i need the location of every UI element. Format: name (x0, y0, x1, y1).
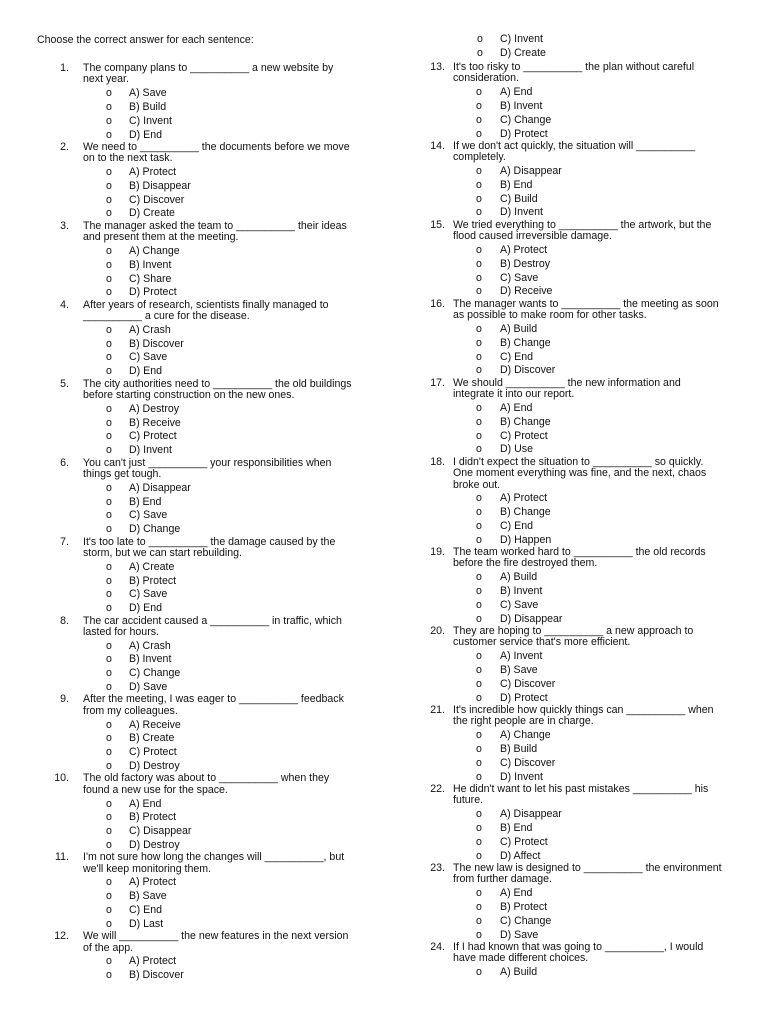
option-label: C) Save (500, 598, 539, 611)
option-label: C) Protect (500, 429, 548, 442)
question-number: 2. (60, 140, 69, 153)
option-label: D) Create (500, 47, 546, 59)
option-label: C) Protect (129, 746, 177, 759)
question-number: 13. (430, 61, 445, 73)
option-bullet: o (476, 664, 482, 677)
option-bullet: o (106, 955, 112, 968)
option-label: B) Build (500, 743, 538, 756)
option-bullet: o (476, 244, 482, 257)
option-bullet: o (106, 639, 112, 652)
option-bullet: o (106, 495, 112, 508)
option-label: B) Save (500, 664, 538, 677)
option-bullet: o (106, 100, 112, 113)
option-label: A) Disappear (129, 481, 191, 494)
option-bullet: o (476, 402, 482, 415)
page-title: Choose the correct answer for each sentence: (37, 34, 254, 46)
option-label: A) Build (500, 571, 538, 584)
option-label: A) Protect (500, 244, 548, 257)
question-number: 22. (430, 783, 445, 796)
option-bullet: o (106, 588, 112, 601)
option-bullet: o (476, 729, 482, 742)
option-bullet: o (106, 272, 112, 285)
option-bullet: o (476, 127, 482, 140)
question-text-line: It's incredible how quickly things can __________ when (453, 704, 714, 717)
option-bullet: o (476, 849, 482, 862)
option-bullet: o (106, 416, 112, 429)
option-label: B) End (500, 822, 533, 835)
option-bullet: o (106, 718, 112, 731)
option-label: D) Receive (500, 285, 553, 298)
option-label: A) Disappear (500, 165, 562, 178)
option-bullet: o (106, 87, 112, 100)
option-label: B) End (500, 178, 533, 191)
option-label: B) Discover (129, 337, 184, 350)
option-bullet: o (106, 681, 112, 694)
question-text-line: We will __________ the new features in the next version (83, 930, 349, 943)
question-text-line: The new law is designed to __________ the environment (453, 862, 722, 875)
option-label: A) Change (500, 729, 551, 742)
option-label: B) Protect (500, 901, 548, 913)
option-label: B) Discover (129, 969, 184, 982)
option-bullet: o (476, 323, 482, 336)
option-label: C) Discover (129, 193, 185, 206)
option-bullet: o (476, 887, 482, 900)
question-text-line: The old factory was about to __________ when they (83, 772, 330, 785)
option-label: B) Save (129, 890, 167, 903)
option-bullet: o (106, 337, 112, 350)
option-label: A) Protect (129, 955, 177, 968)
option-label: B) Invent (129, 258, 172, 271)
option-bullet: o (476, 165, 482, 178)
question-number: 4. (60, 298, 69, 311)
option-bullet: o (476, 206, 482, 219)
question-text-line: the right people are in charge. (453, 715, 594, 728)
option-bullet: o (476, 756, 482, 769)
question-number: 10. (54, 772, 69, 785)
option-label: B) Protect (129, 811, 177, 824)
question-number: 5. (60, 377, 69, 390)
option-label: D) End (129, 602, 162, 615)
option-label: D) End (129, 365, 162, 378)
option-bullet: o (106, 560, 112, 573)
question-text-line: next year. (83, 73, 129, 86)
option-label: B) Destroy (500, 257, 551, 270)
option-bullet: o (106, 667, 112, 680)
option-label: D) Protect (129, 286, 177, 299)
option-label: B) Invent (500, 99, 543, 112)
question-text-line: I'm not sure how long the changes will __________, but (83, 851, 345, 864)
option-label: A) Build (500, 323, 538, 336)
question-text-line: They are hoping to __________ a new approach to (453, 625, 694, 638)
option-bullet: o (106, 917, 112, 930)
option-bullet: o (106, 258, 112, 271)
option-bullet: o (477, 33, 483, 45)
option-bullet: o (106, 286, 112, 299)
option-label: A) End (500, 887, 533, 900)
option-bullet: o (476, 113, 482, 126)
option-bullet: o (106, 114, 112, 127)
option-label: C) Change (129, 667, 181, 680)
option-label: B) Receive (129, 416, 181, 429)
option-label: A) Protect (129, 876, 177, 889)
option-bullet: o (476, 598, 482, 611)
option-label: C) End (129, 904, 162, 917)
question-text-line: flood caused irreversible damage. (453, 230, 612, 243)
question-text-line: One moment everything was fine, and the next, chaos (453, 467, 707, 480)
question-text-line: The manager asked the team to __________ their ideas (83, 219, 347, 232)
question-text-line: have made different choices. (453, 952, 589, 965)
option-bullet: o (476, 178, 482, 191)
question-text-line: we'll keep monitoring them. (83, 862, 212, 875)
option-bullet: o (106, 193, 112, 206)
option-label: B) Change (500, 336, 551, 349)
option-label: D) Invent (500, 206, 543, 219)
question-text-line: before starting construction on the new ones. (83, 389, 295, 402)
question-number: 6. (60, 456, 69, 469)
option-bullet: o (106, 732, 112, 745)
option-label: D) Destroy (129, 759, 180, 772)
question-text-line: before the fire destroyed them. (453, 557, 598, 570)
option-label: A) Invent (500, 650, 543, 663)
option-bullet: o (476, 808, 482, 821)
question-text-line: After the meeting, I was eager to __________ feedback (83, 693, 344, 706)
option-bullet: o (476, 585, 482, 598)
question-text-line: on to the next task. (83, 152, 173, 165)
option-label: C) Invent (500, 33, 543, 45)
question-number: 12. (54, 930, 69, 943)
question-text-line: future. (453, 794, 484, 807)
option-label: C) Protect (500, 835, 548, 848)
option-label: D) End (129, 128, 162, 141)
question-number: 17. (430, 376, 445, 389)
option-label: A) Save (129, 87, 167, 100)
question-text-line: things get tough. (83, 467, 162, 480)
question-text-line: He didn't want to let his past mistakes __________ his (453, 783, 709, 796)
option-bullet: o (106, 509, 112, 522)
question-text-line: from my colleagues. (83, 704, 178, 717)
option-label: A) End (500, 86, 533, 99)
question-number: 11. (55, 851, 69, 864)
option-label: A) Change (129, 244, 180, 257)
option-label: D) Happen (500, 533, 552, 546)
option-bullet: o (476, 192, 482, 205)
option-label: D) Invent (500, 770, 543, 783)
option-bullet: o (476, 822, 482, 835)
option-bullet: o (106, 244, 112, 257)
option-label: B) Change (500, 415, 551, 428)
option-bullet: o (106, 876, 112, 889)
option-label: A) End (129, 797, 162, 810)
option-label: D) Save (129, 681, 168, 694)
option-label: A) Destroy (129, 402, 180, 415)
question-text-line: __________ a cure for the disease. (83, 310, 250, 323)
option-label: D) Save (500, 928, 539, 941)
option-label: A) Protect (500, 492, 548, 505)
question-text-line: of the app. (83, 941, 134, 954)
option-bullet: o (106, 523, 112, 536)
question-number: 15. (430, 218, 445, 231)
question-text-line: You can't just __________ your responsibilities when (83, 456, 332, 469)
question-number: 23. (430, 862, 445, 875)
option-bullet: o (476, 677, 482, 690)
option-label: C) Save (500, 271, 539, 284)
question-text-line: completely. (453, 151, 506, 164)
option-label: C) Save (129, 588, 168, 601)
option-bullet: o (106, 481, 112, 494)
option-bullet: o (477, 47, 483, 59)
question-text-line: It's too late to __________ the damage caused by the (83, 535, 336, 548)
option-bullet: o (106, 430, 112, 443)
option-label: A) Receive (129, 718, 181, 731)
question-number: 1. (60, 62, 69, 74)
option-bullet: o (476, 99, 482, 112)
option-label: B) Create (129, 732, 175, 745)
option-label: A) Disappear (500, 808, 562, 821)
option-bullet: o (476, 571, 482, 584)
option-bullet: o (476, 533, 482, 546)
question-text-line: integrate it into our report. (453, 388, 575, 401)
option-bullet: o (476, 519, 482, 532)
option-label: D) Disappear (500, 612, 563, 625)
option-label: D) Last (129, 917, 164, 930)
option-bullet: o (106, 904, 112, 917)
question-number: 8. (60, 614, 69, 627)
question-text-line: I didn't expect the situation to __________ so quickly. (453, 455, 704, 468)
question-text-line: The company plans to __________ a new website by (83, 62, 334, 74)
option-bullet: o (106, 207, 112, 220)
question-text-line: We need to __________ the documents before we move (83, 140, 350, 153)
question-number: 7. (60, 535, 69, 548)
option-bullet: o (106, 323, 112, 336)
question-text-line: lasted for hours. (83, 625, 159, 638)
option-label: A) Crash (129, 639, 171, 652)
option-label: A) Crash (129, 323, 171, 336)
option-bullet: o (476, 835, 482, 848)
option-bullet: o (476, 257, 482, 270)
option-label: C) End (500, 519, 533, 532)
question-text-line: The car accident caused a __________ in traffic, which (83, 614, 342, 627)
option-bullet: o (106, 838, 112, 851)
question-number: 18. (430, 455, 445, 468)
option-label: C) Protect (129, 430, 177, 443)
question-text-line: as possible to make room for other tasks. (453, 309, 647, 322)
option-bullet: o (476, 743, 482, 756)
option-bullet: o (106, 969, 112, 982)
option-label: B) End (129, 495, 162, 508)
option-bullet: o (106, 444, 112, 457)
option-bullet: o (106, 653, 112, 666)
option-label: C) Build (500, 192, 538, 205)
option-bullet: o (106, 574, 112, 587)
option-bullet: o (476, 770, 482, 783)
question-text-line: consideration. (453, 72, 519, 85)
question-text-line: from further damage. (453, 873, 552, 886)
question-text-line: We should __________ the new information and (453, 376, 681, 389)
question-text-line: and present them at the meeting. (83, 231, 239, 244)
question-number: 24. (430, 941, 445, 954)
option-bullet: o (106, 811, 112, 824)
question-number: 14. (430, 139, 445, 152)
option-bullet: o (476, 966, 482, 979)
option-label: B) Change (500, 506, 551, 519)
question-text-line: The team worked hard to __________ the old records (453, 546, 706, 559)
option-bullet: o (476, 285, 482, 298)
option-bullet: o (106, 402, 112, 415)
option-label: D) Destroy (129, 838, 180, 851)
option-label: D) Use (500, 443, 533, 456)
option-label: C) Save (129, 351, 168, 364)
option-bullet: o (106, 825, 112, 838)
option-label: C) Discover (500, 756, 556, 769)
option-bullet: o (476, 914, 482, 927)
question-text-line: broke out. (453, 478, 501, 491)
question-number: 3. (60, 219, 69, 232)
option-label: A) Create (129, 560, 175, 573)
option-bullet: o (476, 271, 482, 284)
option-label: D) Discover (500, 364, 556, 377)
option-label: B) Protect (129, 574, 177, 587)
option-bullet: o (106, 351, 112, 364)
option-bullet: o (476, 443, 482, 456)
option-label: B) Disappear (129, 179, 191, 192)
question-text-line: The city authorities need to __________ the old buildings (83, 377, 352, 390)
option-bullet: o (106, 890, 112, 903)
option-bullet: o (476, 86, 482, 99)
option-bullet: o (106, 759, 112, 772)
option-bullet: o (476, 350, 482, 363)
question-text-line: customer service that's more efficient. (453, 636, 631, 649)
option-label: A) Protect (129, 166, 177, 179)
option-bullet: o (476, 364, 482, 377)
option-label: D) Protect (500, 127, 548, 140)
option-bullet: o (106, 166, 112, 179)
option-label: D) Affect (500, 849, 541, 862)
question-text-line: The manager wants to __________ the meeting as soon (453, 297, 719, 310)
option-bullet: o (476, 928, 482, 941)
question-number: 9. (60, 693, 69, 706)
option-bullet: o (106, 797, 112, 810)
option-bullet: o (476, 612, 482, 625)
option-bullet: o (106, 746, 112, 759)
option-label: C) Change (500, 914, 552, 927)
option-label: D) Invent (129, 444, 172, 457)
option-label: C) Save (129, 509, 168, 522)
option-label: D) Create (129, 207, 175, 220)
option-bullet: o (476, 415, 482, 428)
question-number: 16. (430, 297, 445, 310)
option-label: B) Build (129, 100, 167, 113)
option-label: C) Disappear (129, 825, 192, 838)
question-text-line: After years of research, scientists finally managed to (83, 298, 329, 311)
option-label: C) End (500, 350, 533, 363)
question-text-line: If we don't act quickly, the situation will __________ (453, 139, 696, 152)
option-label: C) Change (500, 113, 552, 126)
option-bullet: o (476, 650, 482, 663)
option-label: D) Change (129, 523, 181, 536)
option-label: D) Protect (500, 691, 548, 704)
question-number: 19. (430, 546, 445, 559)
question-text-line: found a new use for the space. (83, 783, 228, 796)
question-text-line: We tried everything to __________ the artwork, but the (453, 218, 712, 231)
option-bullet: o (106, 365, 112, 378)
question-text-line: It's too risky to __________ the plan without careful (453, 61, 695, 73)
option-bullet: o (106, 602, 112, 615)
question-text-line: If I had known that was going to __________, I would (453, 941, 704, 954)
option-bullet: o (106, 128, 112, 141)
question-number: 21. (430, 704, 445, 717)
option-bullet: o (476, 691, 482, 704)
option-bullet: o (476, 492, 482, 505)
option-label: B) Invent (129, 653, 172, 666)
option-bullet: o (476, 336, 482, 349)
question-number: 20. (430, 625, 445, 638)
option-bullet: o (476, 506, 482, 519)
option-bullet: o (106, 179, 112, 192)
option-label: C) Invent (129, 114, 172, 127)
option-label: A) End (500, 402, 533, 415)
option-label: C) Discover (500, 677, 556, 690)
option-bullet: o (476, 429, 482, 442)
option-label: C) Share (129, 272, 172, 285)
option-bullet: o (476, 901, 482, 913)
option-label: B) Invent (500, 585, 543, 598)
option-label: A) Build (500, 966, 538, 979)
question-text-line: storm, but we can start rebuilding. (83, 546, 242, 559)
